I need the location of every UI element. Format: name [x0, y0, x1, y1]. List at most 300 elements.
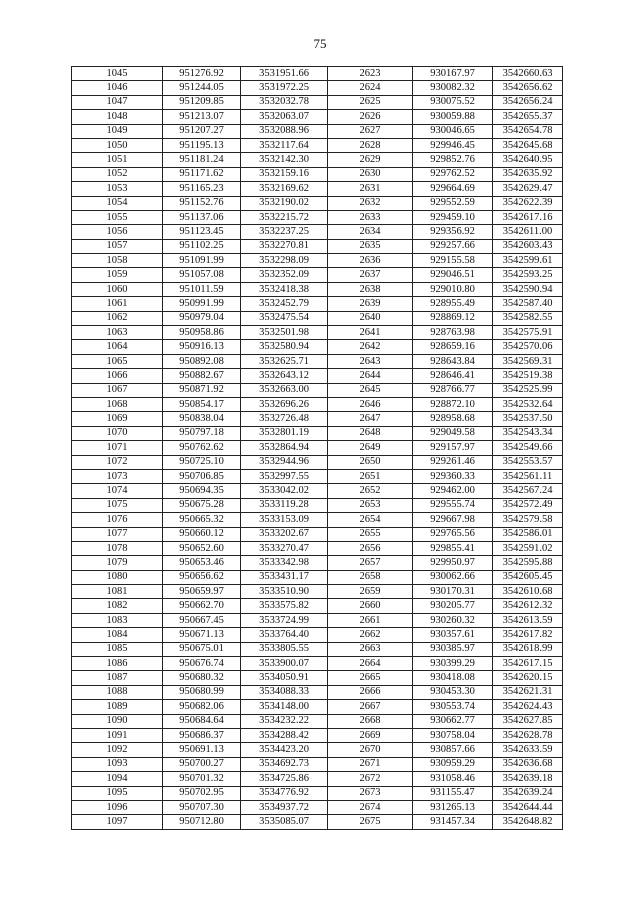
table-cell: 3542624.43: [493, 700, 563, 714]
table-cell: 2638: [328, 282, 413, 296]
table-cell: 950675.28: [163, 498, 241, 512]
table-cell: 1066: [72, 369, 163, 383]
table-cell: 3542618.99: [493, 642, 563, 656]
table-cell: 929155.58: [413, 254, 493, 268]
table-row: [72, 196, 563, 210]
table-cell: 930399.29: [413, 657, 493, 671]
table-cell: 3542532.64: [493, 397, 563, 411]
table-cell: 950701.32: [163, 772, 241, 786]
table-cell: 1054: [72, 196, 163, 210]
table-cell: 930857.66: [413, 743, 493, 757]
table-cell: 951209.85: [163, 95, 241, 109]
table-row: [72, 311, 563, 325]
table-cell: 3533270.47: [241, 541, 328, 555]
table-cell: 2630: [328, 167, 413, 181]
table-cell: 3534088.33: [241, 685, 328, 699]
table-cell: 2652: [328, 484, 413, 498]
table-cell: 929356.92: [413, 225, 493, 239]
table-cell: 2675: [328, 815, 413, 829]
table-cell: 3542640.95: [493, 153, 563, 167]
table-row: [72, 225, 563, 239]
table-row: [72, 239, 563, 253]
table-cell: 1052: [72, 167, 163, 181]
table-cell: 3542572.49: [493, 498, 563, 512]
table-cell: 1061: [72, 297, 163, 311]
table-cell: 951091.99: [163, 254, 241, 268]
table-row: [72, 484, 563, 498]
table-cell: 950706.85: [163, 469, 241, 483]
table-row: [72, 469, 563, 483]
table-cell: 930046.65: [413, 124, 493, 138]
table-cell: 950700.27: [163, 757, 241, 771]
table-row: [72, 613, 563, 627]
table-cell: 3533575.82: [241, 599, 328, 613]
table-row: [72, 110, 563, 124]
table-cell: 3532643.12: [241, 369, 328, 383]
table-row: [72, 297, 563, 311]
table-cell: 1057: [72, 239, 163, 253]
table-cell: 3531951.66: [241, 67, 328, 81]
table-row: [72, 282, 563, 296]
table-cell: 951152.76: [163, 196, 241, 210]
table-cell: 1083: [72, 613, 163, 627]
table-cell: 1072: [72, 455, 163, 469]
table-row: [72, 138, 563, 152]
table-cell: 950665.32: [163, 513, 241, 527]
table-cell: 928872.10: [413, 397, 493, 411]
table-cell: 950882.67: [163, 369, 241, 383]
table-cell: 3542553.57: [493, 455, 563, 469]
table-cell: 929261.46: [413, 455, 493, 469]
table-cell: 1047: [72, 95, 163, 109]
table-cell: 3534232.22: [241, 714, 328, 728]
table-cell: 951171.62: [163, 167, 241, 181]
table-cell: 930062.66: [413, 570, 493, 584]
table-cell: 2660: [328, 599, 413, 613]
table-row: [72, 340, 563, 354]
table-cell: 929552.59: [413, 196, 493, 210]
table-cell: 950675.01: [163, 642, 241, 656]
table-row: [72, 772, 563, 786]
table-cell: 929555.74: [413, 498, 493, 512]
table-row: [72, 700, 563, 714]
table-cell: 1071: [72, 441, 163, 455]
table-cell: 3542617.82: [493, 628, 563, 642]
table-cell: 3542648.82: [493, 815, 563, 829]
table-cell: 1082: [72, 599, 163, 613]
table-cell: 2655: [328, 527, 413, 541]
table-row: [72, 354, 563, 368]
table-cell: 3542639.24: [493, 786, 563, 800]
table-cell: 950854.17: [163, 397, 241, 411]
table-cell: 3533510.90: [241, 585, 328, 599]
table-cell: 950680.32: [163, 671, 241, 685]
table-cell: 1060: [72, 282, 163, 296]
table-cell: 3532501.98: [241, 326, 328, 340]
table-cell: 1074: [72, 484, 163, 498]
table-cell: 950653.46: [163, 556, 241, 570]
table-cell: 3542645.68: [493, 138, 563, 152]
table-row: [72, 95, 563, 109]
table-cell: 2671: [328, 757, 413, 771]
table-cell: 1096: [72, 800, 163, 814]
table-cell: 2648: [328, 426, 413, 440]
table-row: [72, 441, 563, 455]
table-cell: 2661: [328, 613, 413, 627]
table-cell: 950682.06: [163, 700, 241, 714]
table-cell: 951244.05: [163, 81, 241, 95]
page-number: 75: [313, 36, 327, 51]
table-cell: 928646.41: [413, 369, 493, 383]
table-cell: 3542635.92: [493, 167, 563, 181]
table-cell: 3542586.01: [493, 527, 563, 541]
table-cell: 3532169.62: [241, 182, 328, 196]
table-row: [72, 671, 563, 685]
table-cell: 950838.04: [163, 412, 241, 426]
table-cell: 3542543.34: [493, 426, 563, 440]
table-cell: 951102.25: [163, 239, 241, 253]
table-cell: 3542629.47: [493, 182, 563, 196]
table-cell: 930758.04: [413, 728, 493, 742]
table-cell: 950762.62: [163, 441, 241, 455]
table-cell: 3532580.94: [241, 340, 328, 354]
table-cell: 1058: [72, 254, 163, 268]
table-cell: 930662.77: [413, 714, 493, 728]
table-cell: 2627: [328, 124, 413, 138]
table-cell: 2628: [328, 138, 413, 152]
table-row: [72, 527, 563, 541]
table-cell: 2624: [328, 81, 413, 95]
table-cell: 950676.74: [163, 657, 241, 671]
table-cell: 3532159.16: [241, 167, 328, 181]
table-row: [72, 757, 563, 771]
table-cell: 951195.13: [163, 138, 241, 152]
table-cell: 3542570.06: [493, 340, 563, 354]
table-cell: 2646: [328, 397, 413, 411]
table-cell: 1045: [72, 67, 163, 81]
table-cell: 2632: [328, 196, 413, 210]
table-cell: 929462.00: [413, 484, 493, 498]
table-cell: 1055: [72, 210, 163, 224]
table-cell: 2670: [328, 743, 413, 757]
table-cell: 3542610.68: [493, 585, 563, 599]
table-cell: 931265.13: [413, 800, 493, 814]
table-cell: 1070: [72, 426, 163, 440]
table-cell: 1097: [72, 815, 163, 829]
table-cell: 950660.12: [163, 527, 241, 541]
table-row: [72, 153, 563, 167]
table-cell: 3542627.85: [493, 714, 563, 728]
table-cell: 1050: [72, 138, 163, 152]
table-cell: 1087: [72, 671, 163, 685]
table-cell: 1053: [72, 182, 163, 196]
table-cell: 2631: [328, 182, 413, 196]
table-cell: 2625: [328, 95, 413, 109]
table-cell: 950691.13: [163, 743, 241, 757]
table-cell: 3542654.78: [493, 124, 563, 138]
table-cell: 3542575.91: [493, 326, 563, 340]
table-cell: 951057.08: [163, 268, 241, 282]
table-cell: 1075: [72, 498, 163, 512]
coordinates-table: [71, 66, 563, 830]
table-cell: 2651: [328, 469, 413, 483]
table-cell: 3542605.45: [493, 570, 563, 584]
table-cell: 1063: [72, 326, 163, 340]
table-row: [72, 800, 563, 814]
table-cell: 950659.97: [163, 585, 241, 599]
table-cell: 3542595.88: [493, 556, 563, 570]
table-cell: 951123.45: [163, 225, 241, 239]
table-cell: 929360.33: [413, 469, 493, 483]
table-cell: 3542587.40: [493, 297, 563, 311]
table-cell: 929046.51: [413, 268, 493, 282]
table-row: [72, 167, 563, 181]
table-cell: 931155.47: [413, 786, 493, 800]
table-cell: 3533153.09: [241, 513, 328, 527]
table-cell: 3542579.58: [493, 513, 563, 527]
table-cell: 1077: [72, 527, 163, 541]
table-cell: 929950.97: [413, 556, 493, 570]
table-cell: 950662.70: [163, 599, 241, 613]
table-cell: 930170.31: [413, 585, 493, 599]
table-cell: 3532352.09: [241, 268, 328, 282]
table-cell: 930453.30: [413, 685, 493, 699]
table-cell: 1085: [72, 642, 163, 656]
table-cell: 950712.80: [163, 815, 241, 829]
table-cell: 3532475.54: [241, 311, 328, 325]
table-cell: 3542612.32: [493, 599, 563, 613]
table-cell: 930385.97: [413, 642, 493, 656]
table-cell: 2665: [328, 671, 413, 685]
table-cell: 950871.92: [163, 383, 241, 397]
table-cell: 928643.84: [413, 354, 493, 368]
table-cell: 3532215.72: [241, 210, 328, 224]
table-cell: 2654: [328, 513, 413, 527]
table-cell: 2647: [328, 412, 413, 426]
table-cell: 3532726.48: [241, 412, 328, 426]
table-cell: 2662: [328, 628, 413, 642]
table-cell: 2635: [328, 239, 413, 253]
table-cell: 1086: [72, 657, 163, 671]
table-cell: 930205.77: [413, 599, 493, 613]
table-cell: 1049: [72, 124, 163, 138]
table-cell: 2659: [328, 585, 413, 599]
table-row: [72, 657, 563, 671]
table-cell: 1081: [72, 585, 163, 599]
table-row: [72, 714, 563, 728]
table-cell: 3542569.31: [493, 354, 563, 368]
table-cell: 930553.74: [413, 700, 493, 714]
table-cell: 951011.59: [163, 282, 241, 296]
table-cell: 1067: [72, 383, 163, 397]
table-row: [72, 585, 563, 599]
table-cell: 3531972.25: [241, 81, 328, 95]
table-cell: 2668: [328, 714, 413, 728]
table-cell: 1095: [72, 786, 163, 800]
table-cell: 3533724.99: [241, 613, 328, 627]
table-cell: 3542549.66: [493, 441, 563, 455]
table-cell: 3542656.62: [493, 81, 563, 95]
table-cell: 3533805.55: [241, 642, 328, 656]
table-cell: 1089: [72, 700, 163, 714]
table-cell: 2645: [328, 383, 413, 397]
table-cell: 2674: [328, 800, 413, 814]
table-cell: 950656.62: [163, 570, 241, 584]
table-cell: 2664: [328, 657, 413, 671]
table-cell: 3532696.26: [241, 397, 328, 411]
table-cell: 3542617.15: [493, 657, 563, 671]
table-cell: 931058.46: [413, 772, 493, 786]
table-row: [72, 541, 563, 555]
table-cell: 951207.27: [163, 124, 241, 138]
table-row: [72, 412, 563, 426]
table-row: [72, 326, 563, 340]
table-row: [72, 210, 563, 224]
table-cell: 1056: [72, 225, 163, 239]
table-cell: 950686.37: [163, 728, 241, 742]
table-cell: 930260.32: [413, 613, 493, 627]
table-cell: 3542561.11: [493, 469, 563, 483]
table-cell: 929049.58: [413, 426, 493, 440]
table-cell: 3542622.39: [493, 196, 563, 210]
table-cell: 929762.52: [413, 167, 493, 181]
table-cell: 1088: [72, 685, 163, 699]
table-cell: 3542603.43: [493, 239, 563, 253]
table-cell: 3542525.99: [493, 383, 563, 397]
table-cell: 3532944.96: [241, 455, 328, 469]
table-cell: 1084: [72, 628, 163, 642]
table-cell: 930357.61: [413, 628, 493, 642]
table-cell: 950671.13: [163, 628, 241, 642]
table-cell: 928955.49: [413, 297, 493, 311]
table-cell: 1080: [72, 570, 163, 584]
table-cell: 3533431.17: [241, 570, 328, 584]
table-cell: 2641: [328, 326, 413, 340]
table-cell: 950892.08: [163, 354, 241, 368]
table-cell: 3534937.72: [241, 800, 328, 814]
table-cell: 930082.32: [413, 81, 493, 95]
table-cell: 2666: [328, 685, 413, 699]
table-cell: 951213.07: [163, 110, 241, 124]
table-cell: 950797.18: [163, 426, 241, 440]
table-cell: 930167.97: [413, 67, 493, 81]
table-cell: 951165.23: [163, 182, 241, 196]
table-cell: 3542593.25: [493, 268, 563, 282]
table-cell: 1069: [72, 412, 163, 426]
table-row: [72, 628, 563, 642]
table-cell: 2656: [328, 541, 413, 555]
table-cell: 930059.88: [413, 110, 493, 124]
table-cell: 951137.06: [163, 210, 241, 224]
table-cell: 2626: [328, 110, 413, 124]
table-cell: 950991.99: [163, 297, 241, 311]
table-cell: 3542591.02: [493, 541, 563, 555]
table-row: [72, 743, 563, 757]
table-cell: 1068: [72, 397, 163, 411]
table-cell: 950667.45: [163, 613, 241, 627]
table-cell: 3533042.02: [241, 484, 328, 498]
table-cell: 1093: [72, 757, 163, 771]
table-cell: 929765.56: [413, 527, 493, 541]
table-row: [72, 513, 563, 527]
table-cell: 929855.41: [413, 541, 493, 555]
table-cell: 3532997.55: [241, 469, 328, 483]
table-cell: 3542611.00: [493, 225, 563, 239]
table-cell: 2623: [328, 67, 413, 81]
table-cell: 3532452.79: [241, 297, 328, 311]
table-cell: 2672: [328, 772, 413, 786]
table-cell: 3533202.67: [241, 527, 328, 541]
table-cell: 2663: [328, 642, 413, 656]
table-cell: 929157.97: [413, 441, 493, 455]
table-cell: 950684.64: [163, 714, 241, 728]
table-cell: 951181.24: [163, 153, 241, 167]
table-cell: 2637: [328, 268, 413, 282]
table-cell: 3542613.59: [493, 613, 563, 627]
table-cell: 2633: [328, 210, 413, 224]
table-cell: 928958.68: [413, 412, 493, 426]
table-cell: 928659.16: [413, 340, 493, 354]
table-cell: 3534423.20: [241, 743, 328, 757]
table-cell: 2667: [328, 700, 413, 714]
table-cell: 1062: [72, 311, 163, 325]
table-body: [72, 67, 563, 830]
table-cell: 1065: [72, 354, 163, 368]
table-cell: 2639: [328, 297, 413, 311]
table-row: [72, 81, 563, 95]
table-cell: 1048: [72, 110, 163, 124]
table-cell: 2669: [328, 728, 413, 742]
table-row: [72, 685, 563, 699]
table-cell: 3534725.86: [241, 772, 328, 786]
table-cell: 3532117.64: [241, 138, 328, 152]
table-cell: 2649: [328, 441, 413, 455]
table-cell: 3532864.94: [241, 441, 328, 455]
table-cell: 3533342.98: [241, 556, 328, 570]
table-row: [72, 383, 563, 397]
table-cell: 2644: [328, 369, 413, 383]
table-row: [72, 728, 563, 742]
table-cell: 3542567.24: [493, 484, 563, 498]
table-cell: 3532063.07: [241, 110, 328, 124]
table-cell: 1091: [72, 728, 163, 742]
table-cell: 1059: [72, 268, 163, 282]
table-cell: 3542656.24: [493, 95, 563, 109]
table-cell: 3542537.50: [493, 412, 563, 426]
table-cell: 928869.12: [413, 311, 493, 325]
table-cell: 930959.29: [413, 757, 493, 771]
table-cell: 1076: [72, 513, 163, 527]
table-cell: 3532801.19: [241, 426, 328, 440]
table-cell: 950694.35: [163, 484, 241, 498]
table-cell: 1064: [72, 340, 163, 354]
table-cell: 3542660.63: [493, 67, 563, 81]
table-cell: 929459.10: [413, 210, 493, 224]
table-cell: 2636: [328, 254, 413, 268]
table-row: [72, 455, 563, 469]
table-row: [72, 556, 563, 570]
table-cell: 1094: [72, 772, 163, 786]
table-cell: 3532625.71: [241, 354, 328, 368]
table-row: [72, 268, 563, 282]
table-cell: 2658: [328, 570, 413, 584]
table-cell: 2657: [328, 556, 413, 570]
table-cell: 950652.60: [163, 541, 241, 555]
table-row: [72, 498, 563, 512]
table-cell: 929257.66: [413, 239, 493, 253]
table-cell: 928763.98: [413, 326, 493, 340]
table-row: [72, 369, 563, 383]
